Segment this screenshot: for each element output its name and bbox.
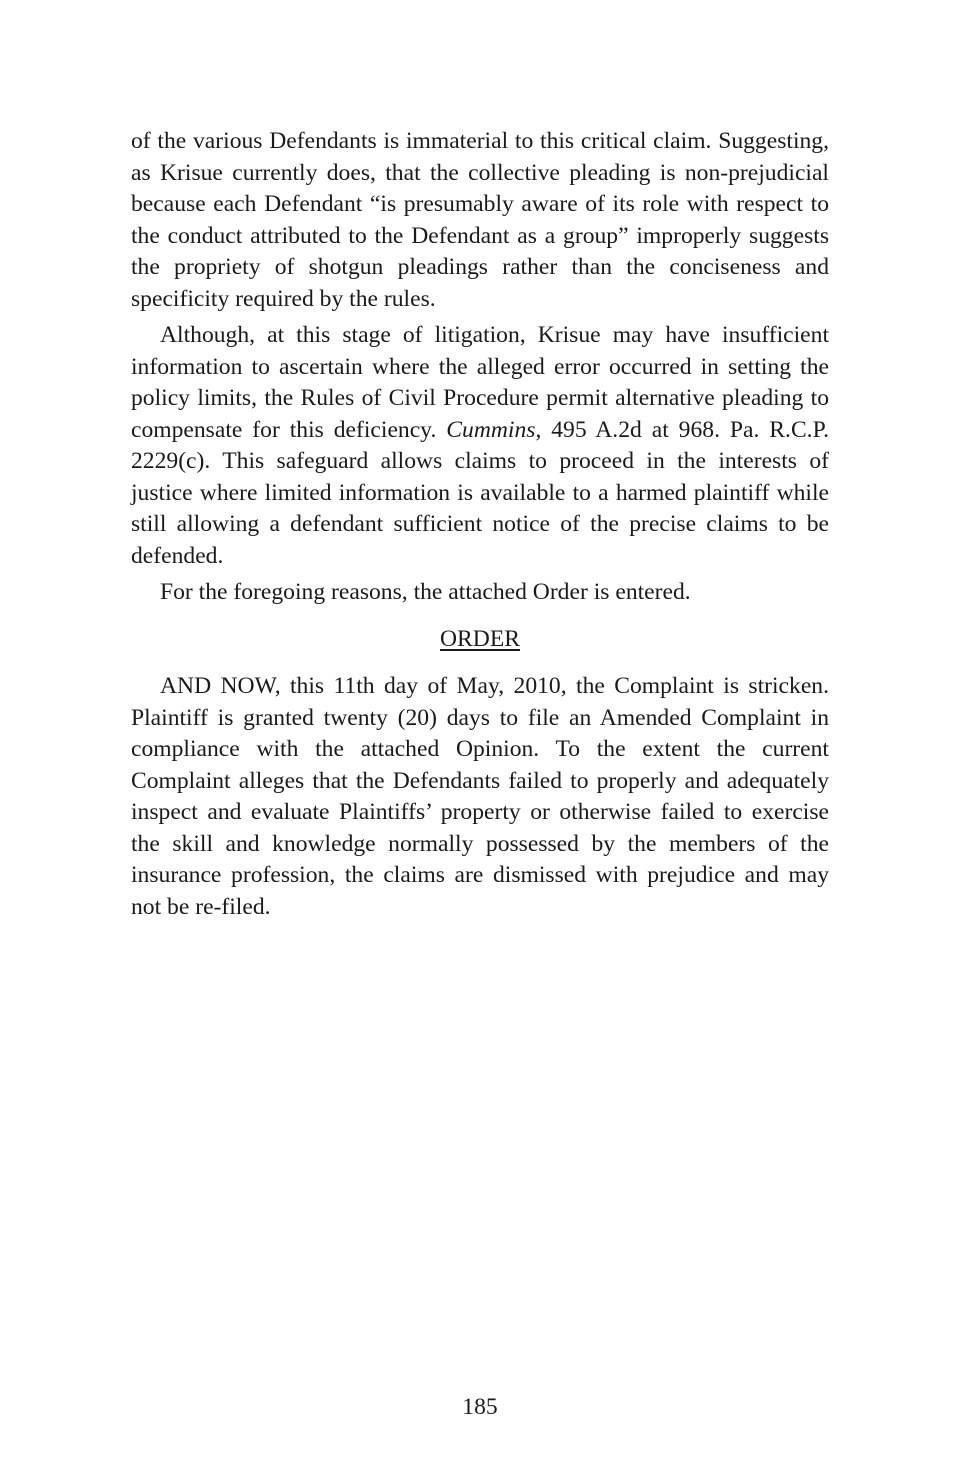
paragraph-conclusion: For the foregoing reasons, the attached Order is entered. — [160, 579, 691, 605]
order-heading: ORDER — [440, 625, 520, 652]
paragraph-text-after-citation: , 495 A.2d at 968. Pa. R.C.P. 2229(c). This safeguard allows claims to proceed in the interests of justice where limited information is available to a harmed plaintiff while still allowing a defendant sufficient notice of the precise claims to be defended. — [131, 416, 829, 569]
page-number: 185 — [462, 1394, 498, 1420]
paragraph-continuation: of the various Defendants is immaterial to this critical claim. Suggesting, as Krisue currently does, that the collective pleading is non-prejudicial because each Defendant “is presumably aware of its role with respect to the conduct attributed to the Defendant as a group” improperly suggests the propriety of shotgun pleadings rather than the conciseness and specificity required by the rules. — [131, 128, 829, 312]
order-text: AND NOW, this 11th day of May, 2010, the Complaint is stricken. Plaintiff is granted twenty (20) days to file an Amended Complaint in compliance with the attached Opinion. To the extent the current Complaint alleges that the Defendants failed to properly and adequately inspect and evaluate Plaintiffs’ property or otherwise failed to exercise the skill and knowledge normally possessed by the members of the insurance profession, the claims are dismissed with prejudice and may not be re-filed. — [131, 673, 829, 920]
case-citation: Cummins — [446, 416, 536, 443]
paragraph-text-before-citation: Although, at this stage of litigation, Krisue may have insufficient information to ascertain where the alleged error occurred in setting the policy limits, the Rules of Civil Procedure permit alternative pleading to compensate for this deficiency. — [131, 322, 829, 443]
paragraph-alternative-pleading — [131, 320, 829, 572]
document-page — [131, 126, 829, 928]
